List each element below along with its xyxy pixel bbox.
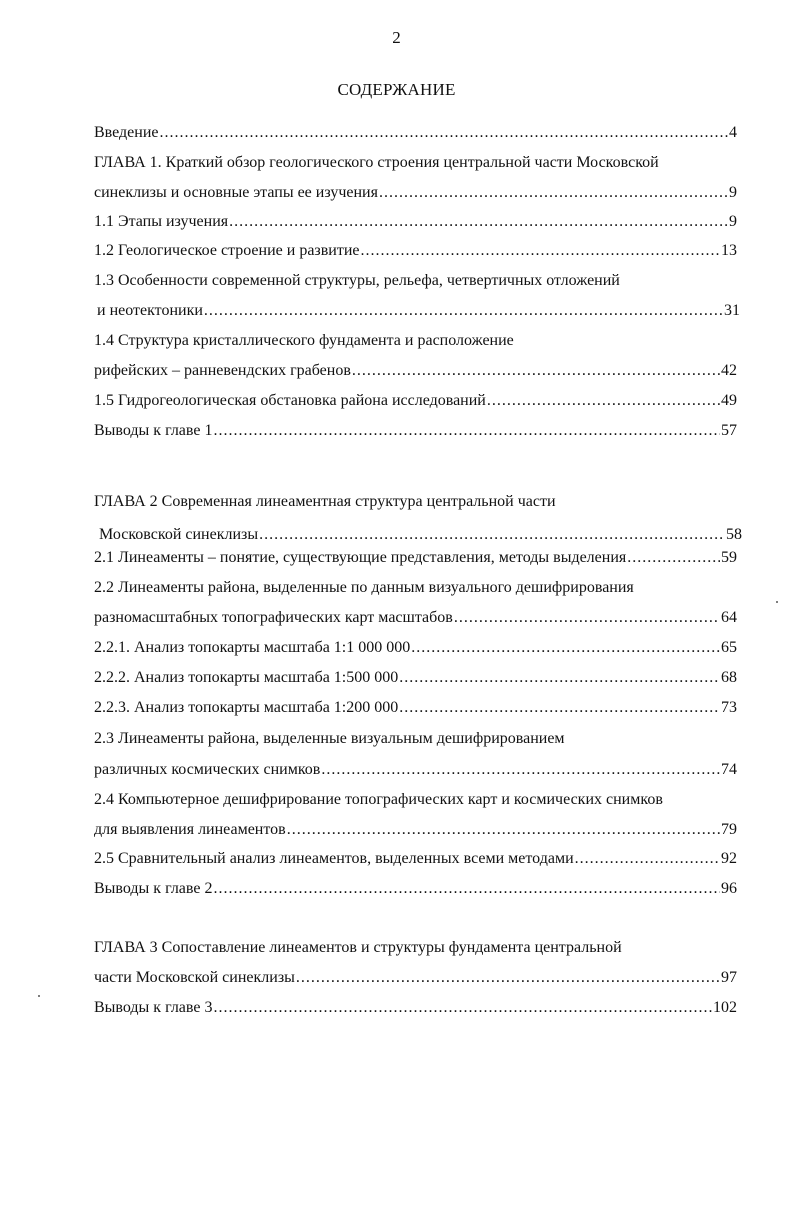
toc-entry [94, 212, 737, 232]
toc-page-number: 73 [721, 699, 737, 716]
toc-page-number: 57 [721, 422, 737, 439]
toc-entry [94, 820, 737, 840]
toc-entry [94, 698, 737, 718]
toc-dot-leader [399, 668, 720, 688]
toc-entry [94, 608, 737, 628]
toc-entry [94, 790, 737, 810]
toc-entry-text: Введение [94, 124, 159, 141]
toc-page-number: 64 [721, 609, 737, 626]
toc-page-number: 49 [721, 392, 737, 409]
toc-dot-leader [296, 968, 720, 988]
toc-page-number: 42 [721, 362, 737, 379]
toc-dot-leader [379, 183, 728, 203]
toc-page-number: 102 [713, 999, 737, 1016]
toc-entry-text: различных космических снимков [94, 761, 321, 778]
toc-dot-leader [259, 525, 725, 545]
toc-dot-leader [411, 638, 720, 658]
toc-entry-text: синеклизы и основные этапы ее изучения [94, 184, 378, 201]
toc-entry [94, 938, 737, 958]
toc-entry-text: ГЛАВА 2 Современная линеаментная структура центральной части [94, 493, 556, 510]
toc-page-number: 31 [724, 302, 740, 319]
toc-entry-text: 2.2 Линеаменты района, выделенные по данным визуального дешифрирования [94, 579, 634, 596]
toc-entry [94, 271, 737, 291]
toc-page-number: 96 [721, 880, 737, 897]
toc-entry-text: 1.1 Этапы изучения [94, 213, 229, 230]
toc-entry-text: Выводы к главе 3 [94, 999, 213, 1016]
toc-dot-leader [213, 879, 720, 899]
toc-entry-text: Московской синеклизы [99, 526, 259, 543]
toc-entry-text: 2.2.2. Анализ топокарты масштаба 1:500 000 [94, 669, 399, 686]
toc-entry [94, 525, 742, 545]
toc-page-number: 79 [721, 821, 737, 838]
toc-entry [94, 301, 740, 321]
toc-page-number: 9 [729, 184, 737, 201]
toc-dot-leader [160, 123, 729, 143]
toc-entry [94, 492, 737, 512]
toc-entry-text: ГЛАВА 1. Краткий обзор геологического строения центральной части Московской [94, 154, 659, 171]
toc-entry-text: ГЛАВА 3 Сопоставление линеаментов и структуры фундамента центральной [94, 939, 622, 956]
toc-dot-leader [321, 760, 720, 780]
toc-entry [94, 391, 737, 411]
toc-dot-leader [213, 998, 712, 1018]
toc-entry-text: Выводы к главе 1 [94, 422, 213, 439]
toc-page-number: 92 [721, 850, 737, 867]
toc-entry [94, 548, 737, 568]
scan-speck [776, 601, 778, 603]
toc-entry [94, 729, 737, 749]
toc-entry-text: 2.2.3. Анализ топокарты масштаба 1:200 000 [94, 699, 399, 716]
toc-entry [94, 183, 737, 203]
toc-entry-text: для выявления линеаментов [94, 821, 286, 838]
toc-entry-text: 1.4 Структура кристаллического фундамента и расположение [94, 332, 514, 349]
toc-dot-leader [399, 698, 720, 718]
toc-entry-text: 2.5 Сравнительный анализ линеаментов, выделенных всеми методами [94, 850, 574, 867]
toc-entry-text: 2.4 Компьютерное дешифрирование топографических карт и космических снимков [94, 791, 663, 808]
toc-entry-text: Выводы к главе 2 [94, 880, 213, 897]
toc-dot-leader [287, 820, 720, 840]
toc-dot-leader [361, 241, 720, 261]
toc-dot-leader [575, 849, 720, 869]
toc-dot-leader [627, 548, 720, 568]
toc-entry-text: 2.3 Линеаменты района, выделенные визуальным дешифрированием [94, 730, 565, 747]
toc-entry [94, 998, 737, 1018]
page-number: 2 [392, 28, 401, 47]
toc-dot-leader [229, 212, 728, 232]
toc-entry [94, 331, 737, 351]
toc-entry-text: 1.3 Особенности современной структуры, рельефа, четвертичных отложений [94, 272, 620, 289]
toc-entry [94, 361, 737, 381]
toc-entry [94, 638, 737, 658]
toc-entry [94, 968, 737, 988]
toc-dot-leader [213, 421, 720, 441]
toc-entry [94, 421, 737, 441]
toc-entry-text: и неотектоники [97, 302, 203, 319]
toc-page-number: 58 [726, 526, 742, 543]
toc-entry-text: 2.1 Линеаменты – понятие, существующие представления, методы выделения [94, 549, 627, 566]
scan-speck [38, 995, 40, 997]
toc-entry [94, 879, 737, 899]
toc-entry [94, 123, 737, 143]
toc-entry [94, 668, 737, 688]
toc-entry [94, 760, 737, 780]
toc-page-number: 74 [721, 761, 737, 778]
toc-dot-leader [487, 391, 720, 411]
toc-page-number: 13 [721, 242, 737, 259]
toc-page-number: 65 [721, 639, 737, 656]
toc-dot-leader [204, 301, 723, 321]
toc-entry-text: 1.5 Гидрогеологическая обстановка района исследований [94, 392, 486, 409]
toc-entry [94, 153, 737, 173]
toc-page-number: 9 [729, 213, 737, 230]
toc-entry-text: 1.2 Геологическое строение и развитие [94, 242, 360, 259]
page-title: СОДЕРЖАНИЕ [337, 80, 456, 99]
toc-page-number: 59 [721, 549, 737, 566]
toc-dot-leader [352, 361, 720, 381]
toc-entry-text: части Московской синеклизы [94, 969, 295, 986]
toc-dot-leader [454, 608, 720, 628]
toc-entry-text: рифейских – ранневендских грабенов [94, 362, 351, 379]
toc-entry-text: 2.2.1. Анализ топокарты масштаба 1:1 000 000 [94, 639, 411, 656]
toc-entry [94, 241, 737, 261]
toc-entry [94, 578, 737, 598]
toc-entry [94, 849, 737, 869]
toc-page-number: 4 [729, 124, 737, 141]
toc-entry-text: разномасштабных топографических карт масштабов [94, 609, 453, 626]
toc-page-number: 68 [721, 669, 737, 686]
toc-page-number: 97 [721, 969, 737, 986]
